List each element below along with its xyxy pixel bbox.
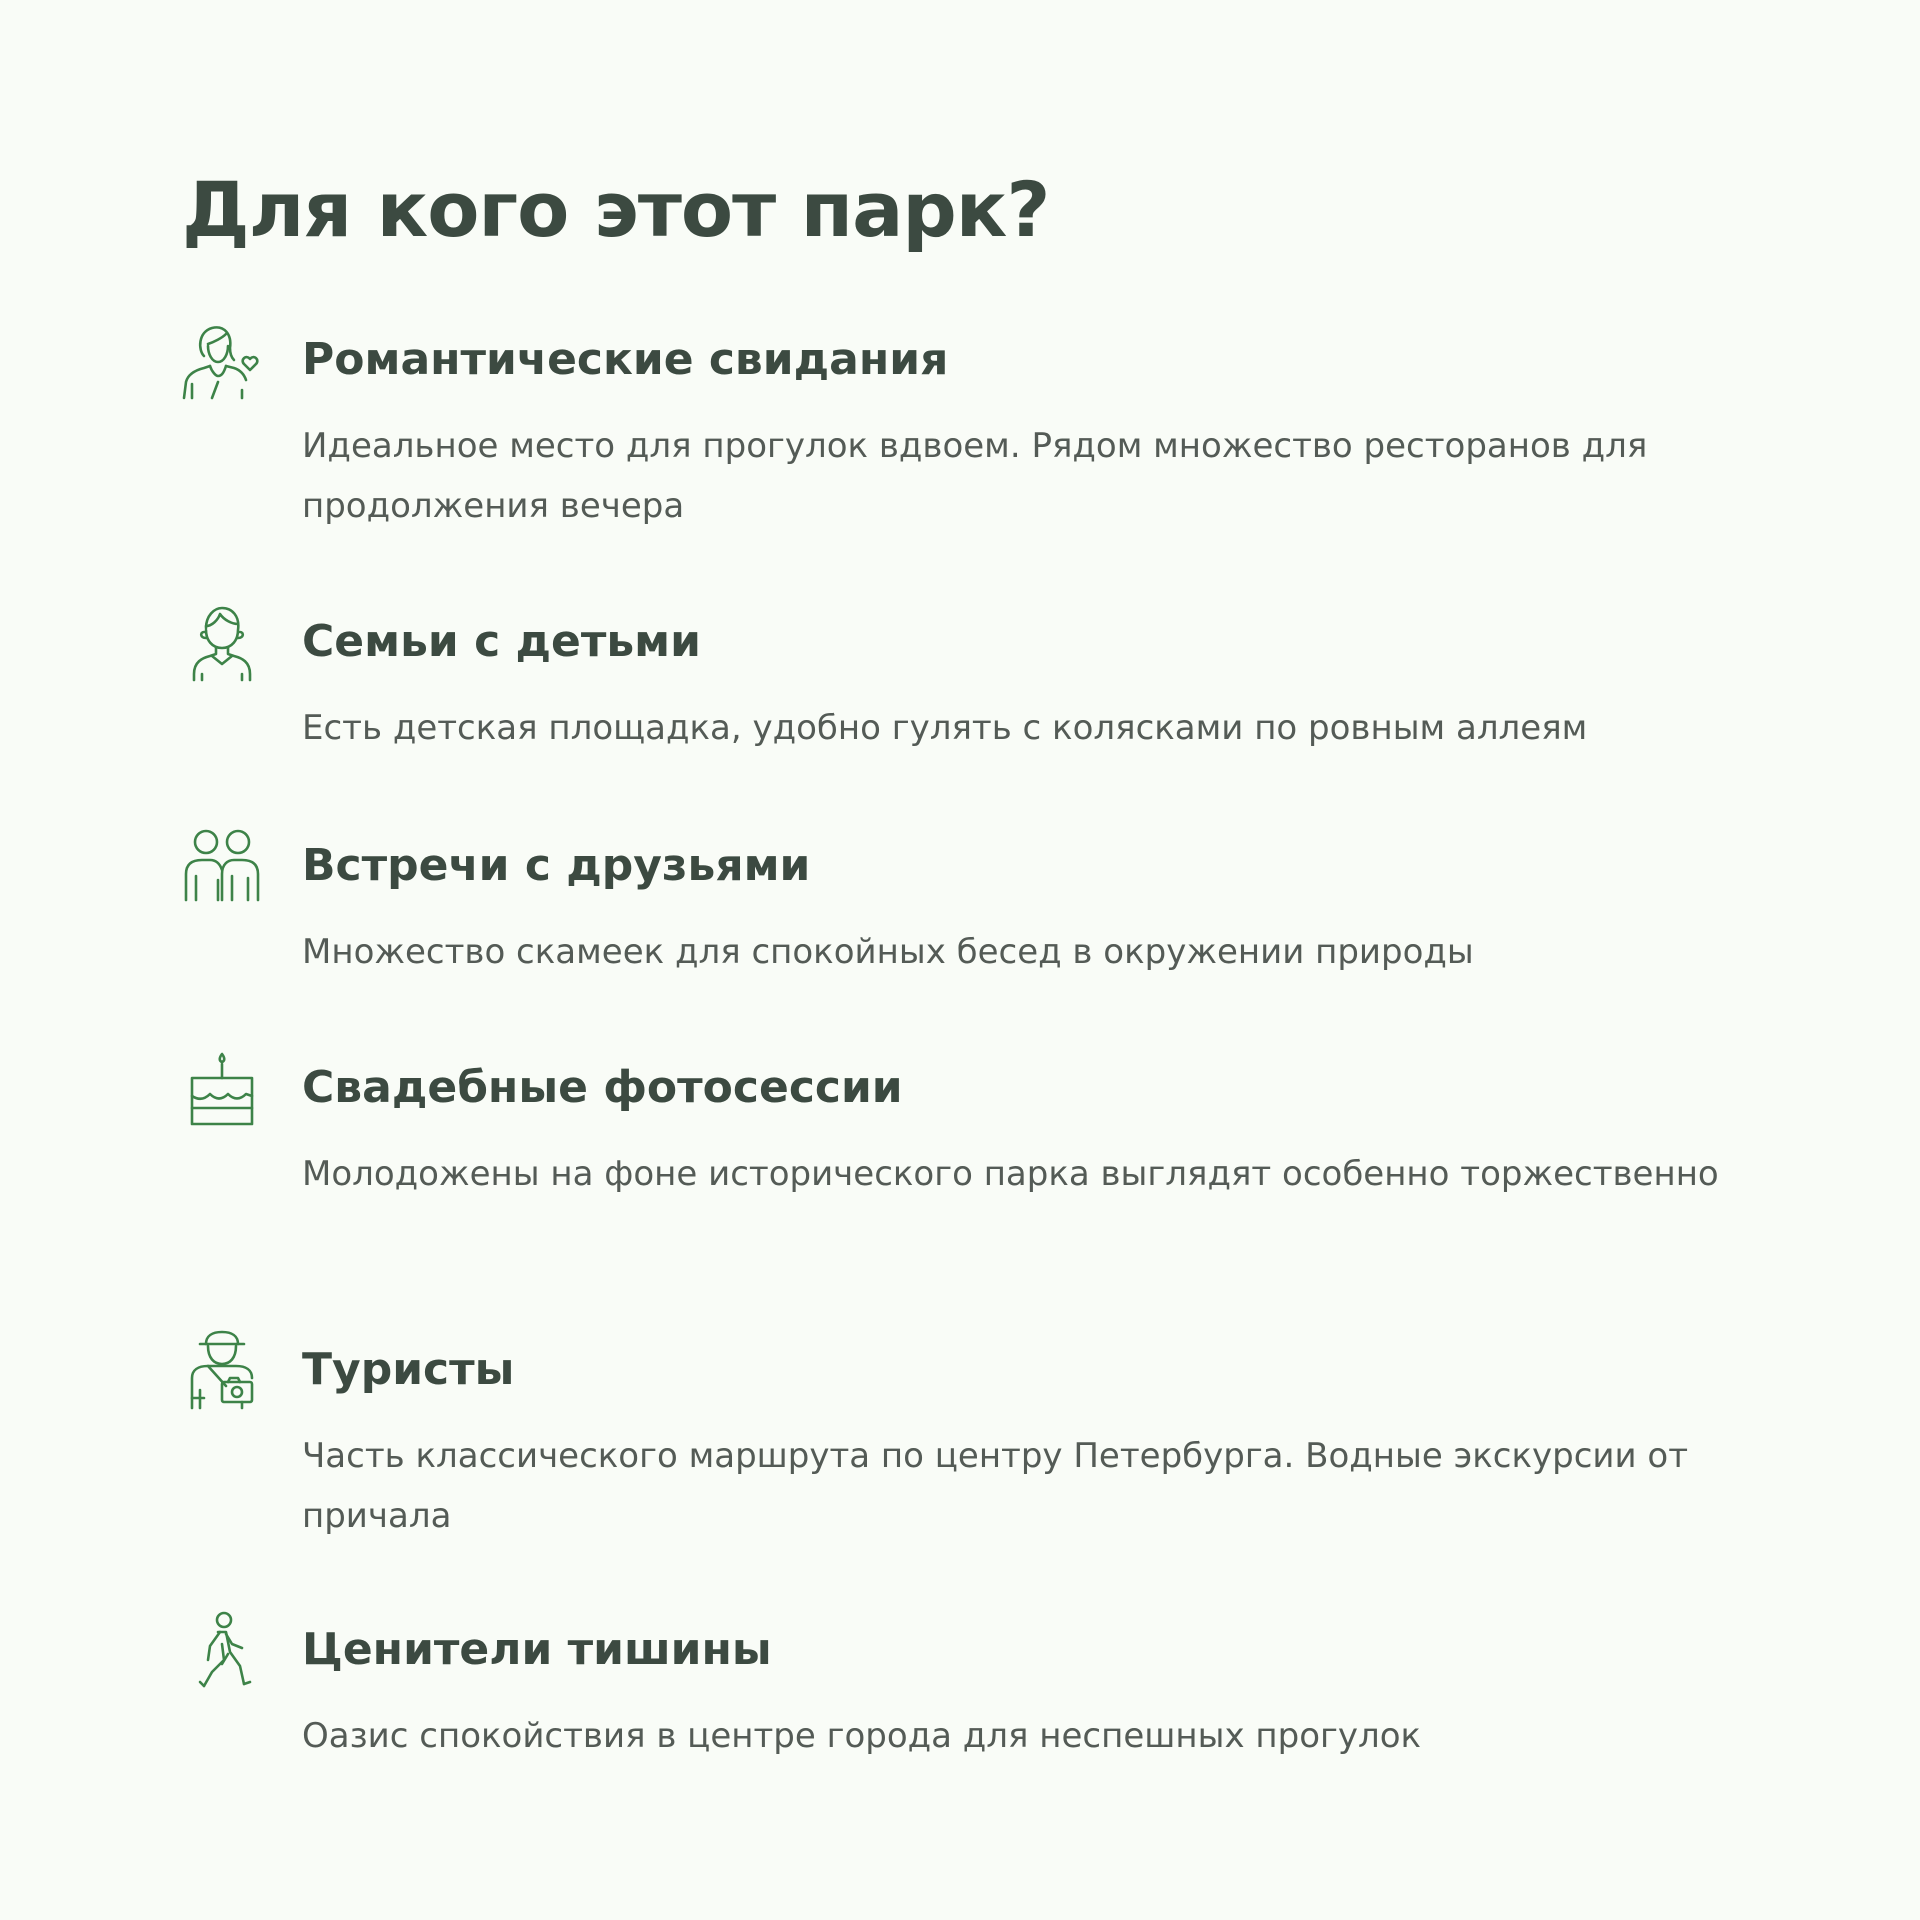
item-title: Семьи с детьми [302,616,701,667]
tourist-camera-icon [182,1330,262,1410]
item-description: Множество скамеек для спокойных бесед в окружении природы [302,932,1474,972]
item-title: Романтические свидания [302,334,949,385]
item-title: Свадебные фотосессии [302,1062,903,1113]
item-description: Есть детская площадка, удобно гулять с колясками по ровным аллеям [302,708,1588,748]
item-title: Встречи с друзьями [302,840,811,891]
woman-heart-icon [182,320,262,400]
page-title: Для кого этот парк? [182,165,1050,254]
child-icon [182,602,262,682]
cake-icon [182,1048,262,1128]
friends-icon [182,826,262,906]
item-description: Идеальное место для прогулок вдвоем. Рядом множество ресторанов для продолжения вечера [302,426,1648,526]
item-description: Молодожены на фоне исторического парка выглядят особенно торжественно [302,1154,1719,1194]
walking-person-icon [182,1610,262,1690]
item-description: Оазис спокойствия в центре города для неспешных прогулок [302,1716,1422,1756]
item-title: Ценители тишины [302,1624,772,1675]
item-title: Туристы [302,1344,515,1395]
item-description: Часть классического маршрута по центру Петербурга. Водные экскурсии от причала [302,1436,1688,1536]
